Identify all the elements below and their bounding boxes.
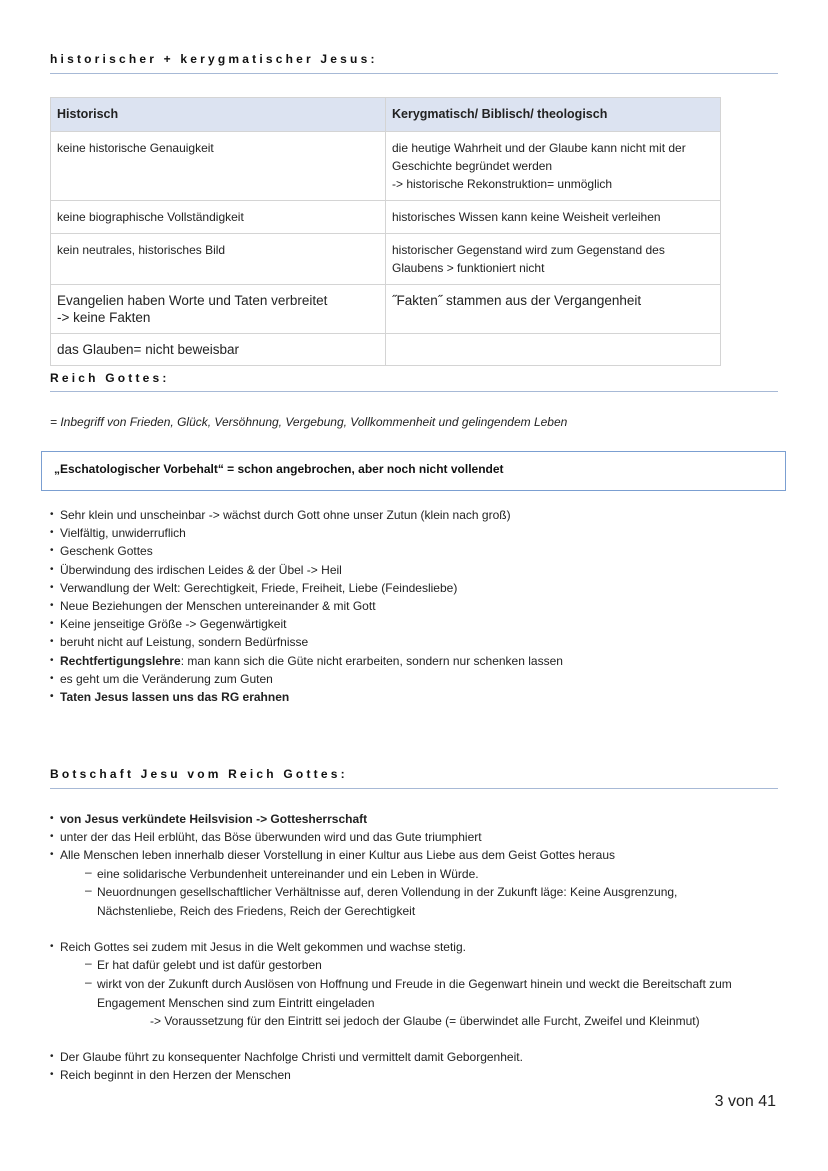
dash-item-text: Engagement Menschen sind zum Eintritt eingeladen [97,995,375,1010]
list-item-text: : man kann sich die Güte nicht erarbeiten, sondern nur schenken lassen [180,653,563,668]
bold-term: Rechtfertigungslehre [60,653,181,668]
table-cell: keine biographische Vollständigkeit [51,201,386,234]
dash-item-text: Nächstenliebe, Reich des Friedens, Reich der Gerechtigkeit [97,903,416,918]
cell-line: Geschichte begründet werden [392,159,553,173]
list-item: • es geht um die Veränderung zum Guten [50,670,563,688]
eschatologischer-vorbehalt-box: „Eschatologischer Vorbehalt“ = schon angebrochen, aber noch nicht vollendet [41,451,786,491]
botschaft-list-a [50,810,615,865]
list-item: • Taten Jesus lassen uns das RG erahnen [50,688,563,706]
list-item: • Alle Menschen leben innerhalb dieser Vorstellung in einer Kultur aus Liebe aus dem Geist Gottes heraus [50,846,615,864]
list-item [50,652,563,670]
table-header-kerygmatisch: Kerygmatisch/ Biblisch/ theologisch [386,98,721,132]
table-cell: das Glauben= nicht beweisbar [51,334,386,366]
cell-line: historischer Gegenstand wird zum Gegenstand des [392,243,665,257]
table-cell-empty [386,334,721,366]
dash-item-text: wirkt von der Zukunft durch Auslösen von Hoffnung und Freude in die Gegenwart hinein und weckt die Bereitschaft zum [97,977,732,991]
table-cell [386,234,721,285]
dash-item: – Neuordnungen gesellschaftlicher Verhältnisse auf, deren Vollendung in der Zukunft läge: Keine Ausgrenzung, Nächstenliebe, Reich des Friedens, Reich der Gerechtigkeit [97,883,677,920]
table-cell [51,285,386,334]
table-header-row [51,98,721,132]
section-divider [50,73,778,74]
dash-item-text: Neuordnungen gesellschaftlicher Verhältnisse auf, deren Vollendung in der Zukunft läge: Keine Ausgrenzung, [97,885,678,899]
list-item: • von Jesus verkündete Heilsvision -> Gottesherrschaft [50,810,615,828]
list-item: • unter der das Heil erblüht, das Böse überwunden wird und das Gute triumphiert [50,828,615,846]
arrow-note: -> Voraussetzung für den Eintritt sei jedoch der Glaube (= überwindet alle Furcht, Zweifel und Kleinmut) [150,1014,700,1028]
list-item: • Überwindung des irdischen Leides & der Übel -> Heil [50,561,563,579]
comparison-table [50,97,721,366]
section-title-botschaft-jesu: Botschaft Jesu vom Reich Gottes: [50,767,348,781]
cell-line: -> historische Rekonstruktion= unmöglich [392,177,613,191]
dash-item-text: Er hat dafür gelebt und ist dafür gestorben [97,958,322,972]
list-item: • Reich beginnt in den Herzen der Menschen [50,1066,523,1084]
list-item: • Sehr klein und unscheinbar -> wächst durch Gott ohne unser Zutun (klein nach groß) [50,506,563,524]
table-cell: kein neutrales, historisches Bild [51,234,386,285]
list-item: • Reich Gottes sei zudem mit Jesus in die Welt gekommen und wachse stetig. [50,938,466,956]
table-row [51,285,721,334]
table-cell: historisches Wissen kann keine Weisheit verleihen [386,201,721,234]
table-cell [386,132,721,201]
list-item: • Verwandlung der Welt: Gerechtigkeit, Friede, Freiheit, Liebe (Feindesliebe) [50,579,563,597]
table-cell: ˝Fakten˝ stammen aus der Vergangenheit [386,285,721,334]
table-row [51,132,721,201]
page-number: 3 von 41 [714,1093,776,1110]
section-divider [50,391,778,392]
dash-item: – wirkt von der Zukunft durch Auslösen von Hoffnung und Freude in die Gegenwart hinein und weckt die Bereitschaft zum Engagement Menschen sind zum Eintritt eingeladen [97,975,732,1012]
dash-item: – eine solidarische Verbundenheit untereinander und ein Leben in Würde. [85,865,479,881]
table-row [51,201,721,234]
section-title-historischer-jesus: historischer + kerygmatischer Jesus: [50,52,378,66]
botschaft-list-c [50,1048,523,1084]
cell-line: Glaubens > funktioniert nicht [392,261,545,275]
table-row [51,334,721,366]
list-item: • Geschenk Gottes [50,542,563,560]
list-item: • Keine jenseitige Größe -> Gegenwärtigkeit [50,615,563,633]
cell-line: -> keine Fakten [57,310,151,325]
list-item: • Neue Beziehungen der Menschen untereinander & mit Gott [50,597,563,615]
section-title-reich-gottes: Reich Gottes: [50,371,170,385]
list-item: • Vielfältig, unwiderruflich [50,524,563,542]
reich-gottes-list [50,506,563,706]
dash-item-text: eine solidarische Verbundenheit untereinander und ein Leben in Würde. [97,867,479,881]
table-cell: keine historische Genauigkeit [51,132,386,201]
cell-line: Evangelien haben Worte und Taten verbreitet [57,293,328,308]
dash-item: – Er hat dafür gelebt und ist dafür gestorben [85,956,322,972]
botschaft-list-b [50,938,466,956]
list-item: • Der Glaube führt zu konsequenter Nachfolge Christi und vermittelt damit Geborgenheit. [50,1048,523,1066]
table-row [51,234,721,285]
list-item: • beruht nicht auf Leistung, sondern Bedürfnisse [50,633,563,651]
table-header-historisch: Historisch [51,98,386,132]
section-divider [50,788,778,789]
reich-gottes-definition: = Inbegriff von Frieden, Glück, Versöhnung, Vergebung, Vollkommenheit und gelingendem Leben [50,415,568,429]
cell-line: die heutige Wahrheit und der Glaube kann nicht mit der [392,141,686,155]
